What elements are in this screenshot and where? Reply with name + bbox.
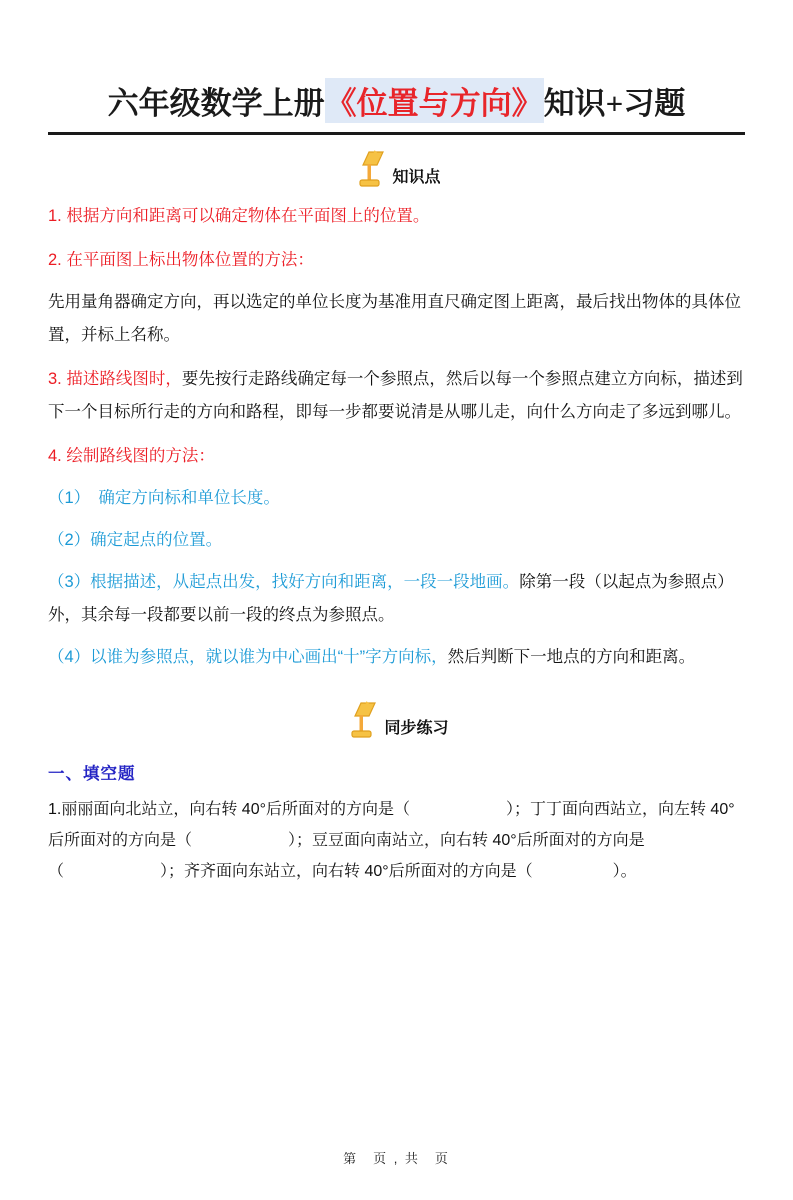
knowledge-item-3-body: 要先按行走路线确定每一个参照点，然后以每一个参照点建立方向标，描述到下一个目标所行走的方向和路程，即每一步都要说清是从哪儿走，向什么方向走了多远到哪儿。 (48, 370, 743, 421)
knowledge-item-2: 2. 在平面图上标出物体位置的方法： (48, 251, 314, 269)
practice-question-1: 1.丽丽面向北站立，向右转 40°后所面对的方向是（ ）；丁丁面向西站立，向左转 40°后所面对的方向是（ ）；豆豆面向南站立，向右转 40°后所面对的方向是（ ）；齐齐面向东站立，向右转 40°后所面对的方向是（ ）。 (48, 801, 735, 880)
page-footer: 第 页 , 共 页 (343, 1151, 450, 1166)
practice-heading-label: 同步练习 (384, 720, 449, 737)
knowledge-item-4c-body: 除第一段（以起点为参照点）外，其余每一段都要以前一段的终点为参照点。 (48, 573, 734, 624)
knowledge-item-4: 4. 绘制路线图的方法： (48, 447, 215, 465)
knowledge-item-4c-lead: （3）根据描述，从起点出发，找好方向和距离，一段一段地画。 (48, 573, 520, 591)
knowledge-item-3-lead: 3. 描述路线图时， (48, 370, 182, 388)
knowledge-item-4a: （1） 确定方向标和单位长度。 (48, 489, 280, 507)
knowledge-section-heading (48, 149, 745, 191)
desk-lamp-icon (344, 700, 378, 742)
page-title (48, 78, 745, 123)
knowledge-item-4d-lead: （4）以谁为参照点，就以谁为中心画出“十”字方向标， (48, 648, 448, 666)
knowledge-item-4c (48, 566, 745, 632)
knowledge-item-4b: （2）确定起点的位置。 (48, 531, 223, 549)
knowledge-item-1: 1. 根据方向和距离可以确定物体在平面图上的位置。 (48, 207, 430, 225)
practice-section-heading (48, 700, 745, 742)
page-title-suffix: 知识+习题 (543, 86, 686, 121)
desk-lamp-icon (352, 149, 386, 191)
knowledge-item-4d-body: 然后判断下一地点的方向和距离。 (447, 648, 696, 666)
page-title-highlight: 《位置与方向》 (325, 78, 544, 123)
practice-section-one-title: 一、填空题 (48, 765, 136, 783)
page-title-prefix: 六年级数学上册 (107, 86, 325, 121)
knowledge-heading-label: 知识点 (392, 169, 441, 186)
title-divider (48, 132, 745, 135)
knowledge-item-4d (48, 641, 745, 674)
knowledge-item-3 (48, 363, 745, 429)
document-page (0, 78, 793, 1200)
knowledge-item-2-body: 先用量角器确定方向，再以选定的单位长度为基准用直尺确定图上距离，最后找出物体的具体位置，并标上名称。 (48, 293, 741, 344)
